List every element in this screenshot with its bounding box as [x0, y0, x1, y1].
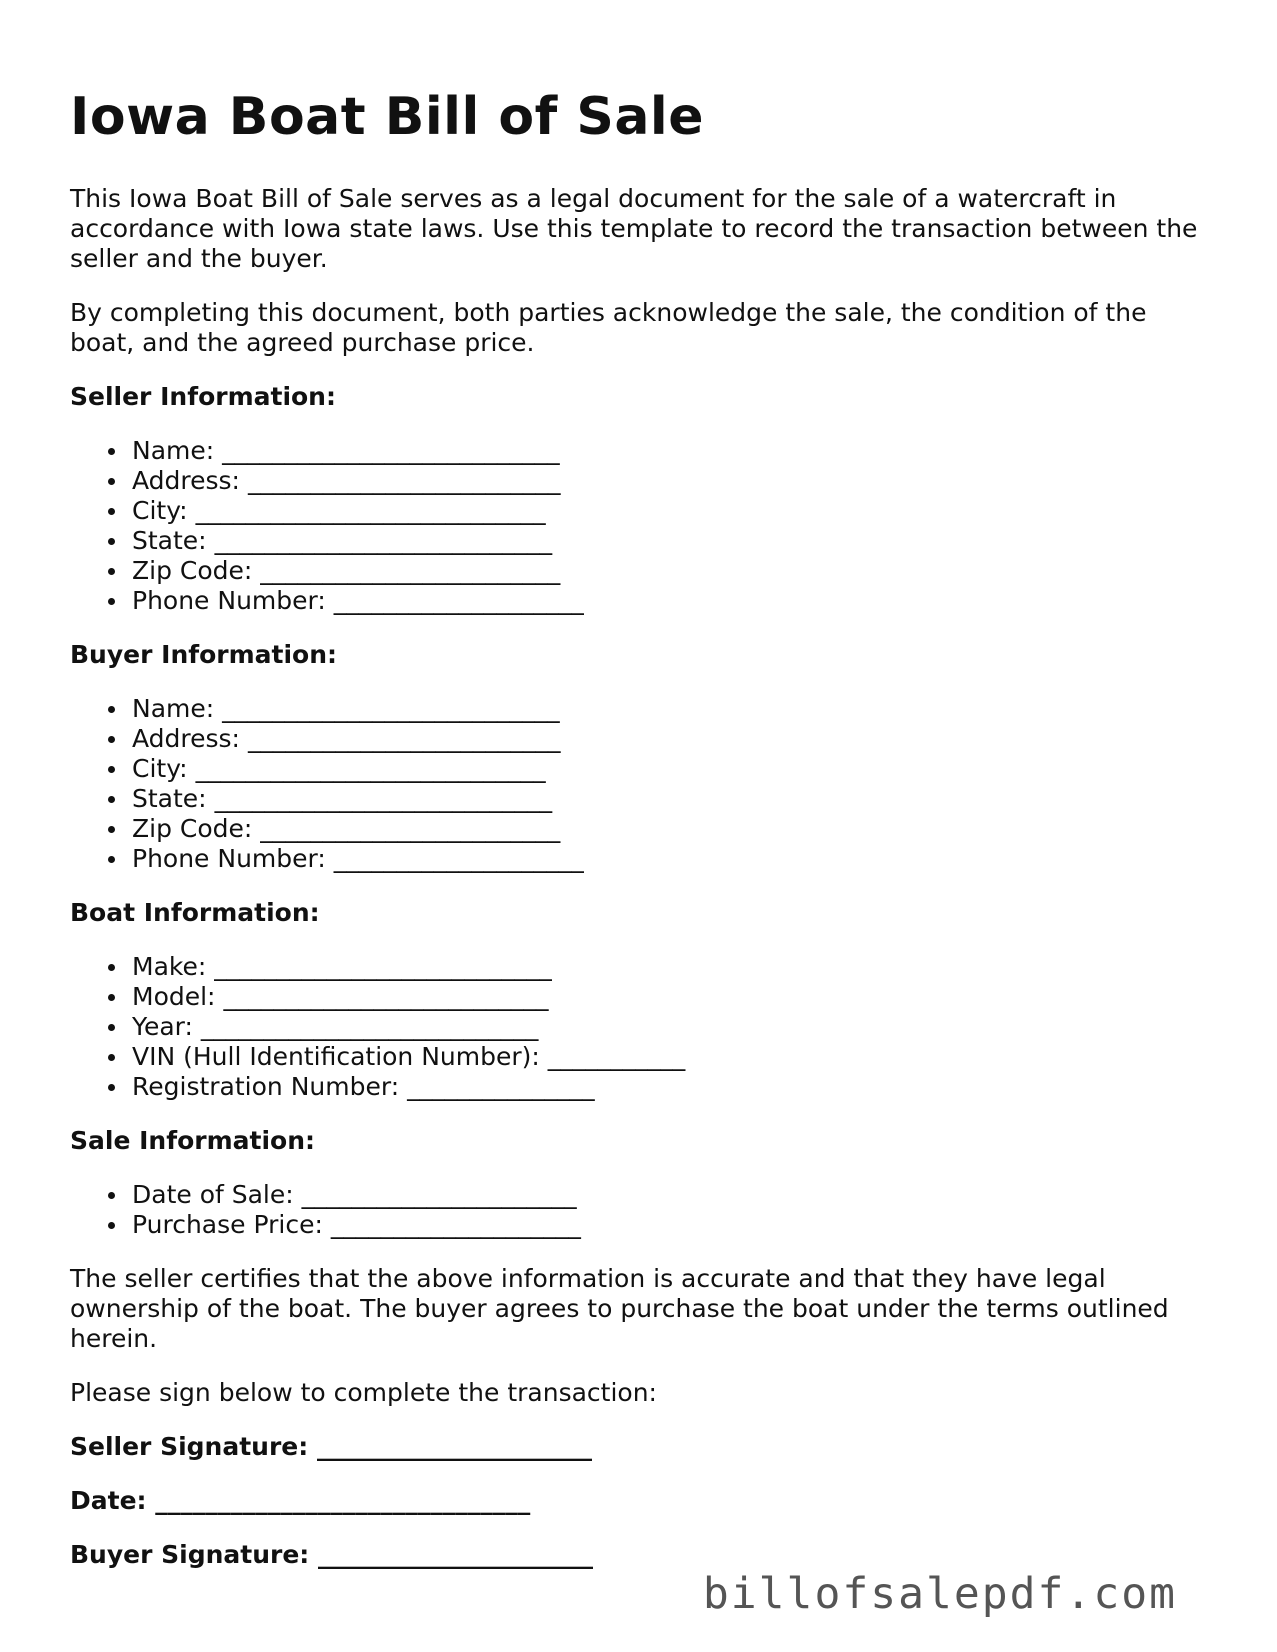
signature-date-field[interactable] [70, 1486, 1210, 1516]
sale-price-field[interactable] [132, 1210, 1210, 1240]
seller-zip-field[interactable] [132, 556, 1210, 586]
field-label: Zip Code: [132, 556, 253, 585]
field-blank: ____________________________ [195, 496, 546, 525]
field-blank: ______________________ [301, 1180, 577, 1209]
document-title: Iowa Boat Bill of Sale [70, 87, 705, 147]
buyer-address-field[interactable] [132, 724, 1210, 754]
sale-heading: Sale Information: [70, 1126, 315, 1155]
field-label: Phone Number: [132, 844, 326, 873]
seller-name-field[interactable] [132, 436, 1210, 466]
sale-fields-list [70, 1180, 1210, 1240]
seller-phone-field[interactable] [132, 586, 1210, 616]
buyer-city-field[interactable] [132, 754, 1210, 784]
buyer-state-field[interactable] [132, 784, 1210, 814]
boat-registration-field[interactable] [132, 1072, 1210, 1102]
signature-blank: ______________________________ [155, 1486, 531, 1515]
field-label: Year: [132, 1012, 193, 1041]
field-blank: ___________________________ [214, 952, 552, 981]
field-label: Make: [132, 952, 207, 981]
field-label: Address: [132, 724, 240, 753]
boat-fields-list [70, 952, 1210, 1102]
seller-state-field[interactable] [132, 526, 1210, 556]
field-blank: ___________________________ [214, 526, 553, 555]
sale-date-field[interactable] [132, 1180, 1210, 1210]
signature-blank: ______________________ [316, 1432, 592, 1461]
field-label: Date of Sale: [132, 1180, 294, 1209]
field-blank: _________________________ [247, 466, 561, 495]
signature-blank: ______________________ [318, 1540, 594, 1569]
intro-paragraph: By completing this document, both parties acknowledge the sale, the condition of the boat, and the agreed purchase price. [70, 298, 1147, 357]
signature-label: Date: [70, 1486, 147, 1515]
seller-address-field[interactable] [132, 466, 1210, 496]
seller-signature-field[interactable] [70, 1432, 1210, 1462]
boat-model-field[interactable] [132, 982, 1210, 1012]
field-blank: ____________________ [333, 844, 584, 873]
field-blank: ___________ [547, 1042, 686, 1071]
boat-vin-field[interactable] [132, 1042, 1210, 1072]
buyer-name-field[interactable] [132, 694, 1210, 724]
field-blank: _______________ [407, 1072, 595, 1101]
buyer-signature-field[interactable] [70, 1540, 1210, 1570]
field-label: Address: [132, 466, 240, 495]
document-page [70, 86, 1210, 1594]
boat-year-field[interactable] [132, 1012, 1210, 1042]
buyer-zip-field[interactable] [132, 814, 1210, 844]
seller-fields-list [70, 436, 1210, 616]
field-blank: ____________________________ [195, 754, 546, 783]
field-blank: ___________________________ [214, 784, 553, 813]
buyer-phone-field[interactable] [132, 844, 1210, 874]
sign-prompt: Please sign below to complete the transaction: [70, 1378, 657, 1407]
seller-heading: Seller Information: [70, 382, 336, 411]
field-label: Name: [132, 694, 215, 723]
site-watermark: billofsalepdf.com [702, 1569, 1177, 1619]
field-blank: ________________________ [260, 814, 561, 843]
intro-paragraph: This Iowa Boat Bill of Sale serves as a legal document for the sale of a watercraft in accordance with Iowa state laws. Use this template to record the transaction between the seller and the buyer. [70, 184, 1198, 273]
field-label: Registration Number: [132, 1072, 400, 1101]
field-label: State: [132, 784, 207, 813]
field-blank: _________________________ [247, 724, 561, 753]
certification-paragraph: The seller certifies that the above information is accurate and that they have legal ownership of the boat. The buyer agrees to purchase the boat under the terms outlined herein. [70, 1264, 1169, 1353]
field-label: Name: [132, 436, 215, 465]
field-blank: ____________________ [330, 1210, 581, 1239]
signature-label: Buyer Signature: [70, 1540, 310, 1569]
field-blank: ________________________ [260, 556, 561, 585]
boat-make-field[interactable] [132, 952, 1210, 982]
buyer-heading: Buyer Information: [70, 640, 338, 669]
field-blank: ___________________________ [222, 694, 560, 723]
field-label: City: [132, 754, 188, 783]
signature-label: Seller Signature: [70, 1432, 309, 1461]
field-blank: ____________________ [333, 586, 584, 615]
field-label: State: [132, 526, 207, 555]
field-label: Zip Code: [132, 814, 253, 843]
field-label: VIN (Hull Identification Number): [132, 1042, 540, 1071]
field-label: Purchase Price: [132, 1210, 323, 1239]
field-blank: ___________________________ [222, 436, 560, 465]
buyer-fields-list [70, 694, 1210, 874]
field-label: Model: [132, 982, 216, 1011]
field-label: City: [132, 496, 188, 525]
seller-city-field[interactable] [132, 496, 1210, 526]
field-blank: __________________________ [223, 982, 549, 1011]
field-label: Phone Number: [132, 586, 326, 615]
field-blank: ___________________________ [200, 1012, 539, 1041]
boat-heading: Boat Information: [70, 898, 320, 927]
